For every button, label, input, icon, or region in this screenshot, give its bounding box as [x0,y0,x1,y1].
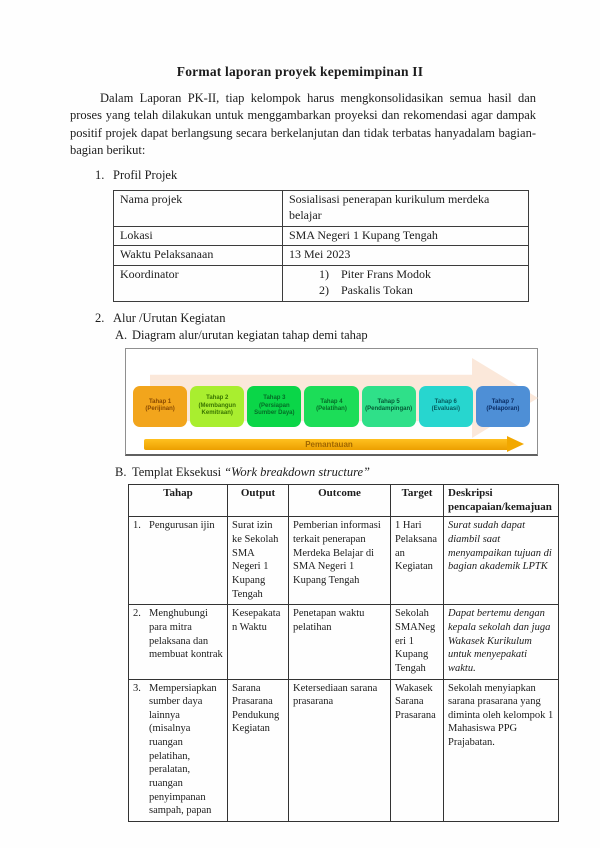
page-title: Format laporan proyek kepemimpinan II [176,64,424,79]
stage-subtitle: (Persiapan Sumber Daya) [254,402,295,417]
wbs-cell-deskripsi: Dapat bertemu dengan kepala sekolah dan juga Wakasek Kurikulum untuk menyepakati waktu. [444,605,559,679]
subsection-b-heading [115,465,600,480]
stage-subtitle: (Pelaporan) [486,406,520,413]
section-1-heading [95,168,600,183]
section-label: Profil Projek [113,168,178,182]
wbs-cell-tahap [129,605,228,679]
stage-title: Tahap 5 [377,398,400,405]
stage-title: Tahap 4 [320,398,343,405]
row-value: SMA Negeri 1 Kupang Tengah [283,226,529,246]
wbs-cell-deskripsi: Sekolah menyiapkan sarana prasarana yang diminta oleh kelompok 1 Mahasiswa PPG Prajabatan. [444,679,559,821]
subsection-letter: B. [115,464,127,479]
stage-flow-diagram [125,348,538,456]
column-header: Target [391,484,444,517]
stage-title: Tahap 7 [491,398,515,405]
stage-subtitle: (Membangun Kemitraan) [198,402,236,417]
table-row [114,191,529,227]
subsection-label-prefix: Templat Eksekusi [132,464,225,479]
row-number: 3. [133,682,141,694]
monitoring-arrow [144,436,524,453]
section-number: 1. [95,168,105,182]
coordinator-item [289,267,522,283]
column-header: Outcome [289,484,391,517]
column-header: Tahap [129,484,228,517]
stage-box [247,386,301,427]
stage-box [190,386,244,427]
subsection-label [132,465,370,480]
intro-paragraph: Dalam Laporan PK-II, tiap kelompok harus mengkonsolidasikan semua hasil dan proses yang telah dilakukan untuk menggambarkan proyeksi dan rekomendasi agar dampak positif projek dapat berlangsung secara berkelanjutan dan tidak terbatas hanyadalam bagian-bagian berikut: [70,91,536,157]
row-label: Waktu Pelaksanaan [114,246,283,266]
wbs-cell-target: Wakasek Sarana Prasarana [391,679,444,821]
wbs-cell-target: Sekolah SMANegeri 1 Kupang Tengah [391,605,444,679]
wbs-cell-outcome: Pemberian informasi terkait penerapan Merdeka Belajar di SMA Negeri 1 Kupang Tengah [289,517,391,605]
subsection-letter: A. [115,327,128,342]
stage-box [133,386,187,427]
coordinator-item [289,283,522,299]
table-row [114,226,529,246]
stage-boxes [133,386,530,427]
wbs-cell-output: Sarana Prasarana Pendukung Kegiatan [228,679,289,821]
wbs-cell-output: Kesepakatan Waktu [228,605,289,679]
section-label: Alur /Urutan Kegiatan [113,310,226,325]
wbs-cell-outcome: Ketersediaan sarana prasarana [289,679,391,821]
table-row [114,266,529,302]
coordinator-number: 2) [319,283,329,298]
wbs-cell-tahap [129,517,228,605]
coordinator-name: Paskalis Tokan [341,283,413,298]
stage-subtitle: (Perijinan) [145,406,175,413]
stage-box [476,386,530,427]
stage-box [304,386,358,427]
stage-title: Tahap 2 [206,394,229,401]
row-value [283,266,529,302]
monitoring-arrow-label: Pemantauan [305,439,353,449]
table-row [129,517,559,605]
tahap-text: Mempersiapkan sumber daya lainnya (misalnya ruangan pelatihan, peralatan, ruangan penyimpanan sampah, papan [149,682,217,817]
coordinator-number: 1) [319,267,329,282]
column-header: Deskripsi pencapaian/kemajuan [444,484,559,517]
section-2-heading [95,311,600,326]
tahap-text: Menghubungi para mitra pelaksana dan membuat kontrak [149,608,223,661]
table-row [129,605,559,679]
profil-table [113,190,529,302]
wbs-cell-outcome: Penetapan waktu pelatihan [289,605,391,679]
section-number: 2. [95,310,105,325]
wbs-table [128,484,559,822]
stage-box [419,386,473,427]
table-row [114,246,529,266]
table-row [129,679,559,821]
wbs-body [129,517,559,821]
row-number: 2. [133,608,141,620]
subsection-label: Diagram alur/urutan kegiatan tahap demi tahap [132,327,368,342]
row-number: 1. [133,520,141,532]
coordinator-name: Piter Frans Modok [341,267,431,282]
tahap-text: Pengurusan ijin [149,520,215,532]
stage-title: Tahap 1 [148,398,172,405]
row-value: Sosialisasi penerapan kurikulum merdeka belajar [283,191,529,227]
subsection-a-heading [115,328,600,343]
stage-subtitle: (Pelatihan) [316,406,347,413]
row-label: Nama projek [114,191,283,227]
wbs-header-row [129,484,559,517]
wbs-cell-tahap [129,679,228,821]
column-header: Output [228,484,289,517]
stage-box [362,386,416,427]
row-label: Koordinator [114,266,283,302]
stage-title: Tahap 6 [434,398,457,405]
stage-subtitle: (Pendampingan) [365,406,413,413]
wbs-cell-output: Surat izin ke Sekolah SMA Negeri 1 Kupang Tengah [228,517,289,605]
wbs-cell-deskripsi: Surat sudah dapat diambil saat menyampaikan tujuan di bagian akademik LPTK [444,517,559,605]
row-value: 13 Mei 2023 [283,246,529,266]
wbs-cell-target: 1 Hari Pelaksanaan Kegiatan [391,517,444,605]
row-label: Lokasi [114,226,283,246]
stage-subtitle: (Evaluasi) [431,406,460,413]
stage-title: Tahap 3 [263,394,286,401]
subsection-label-quote: “Work breakdown structure” [224,464,371,479]
